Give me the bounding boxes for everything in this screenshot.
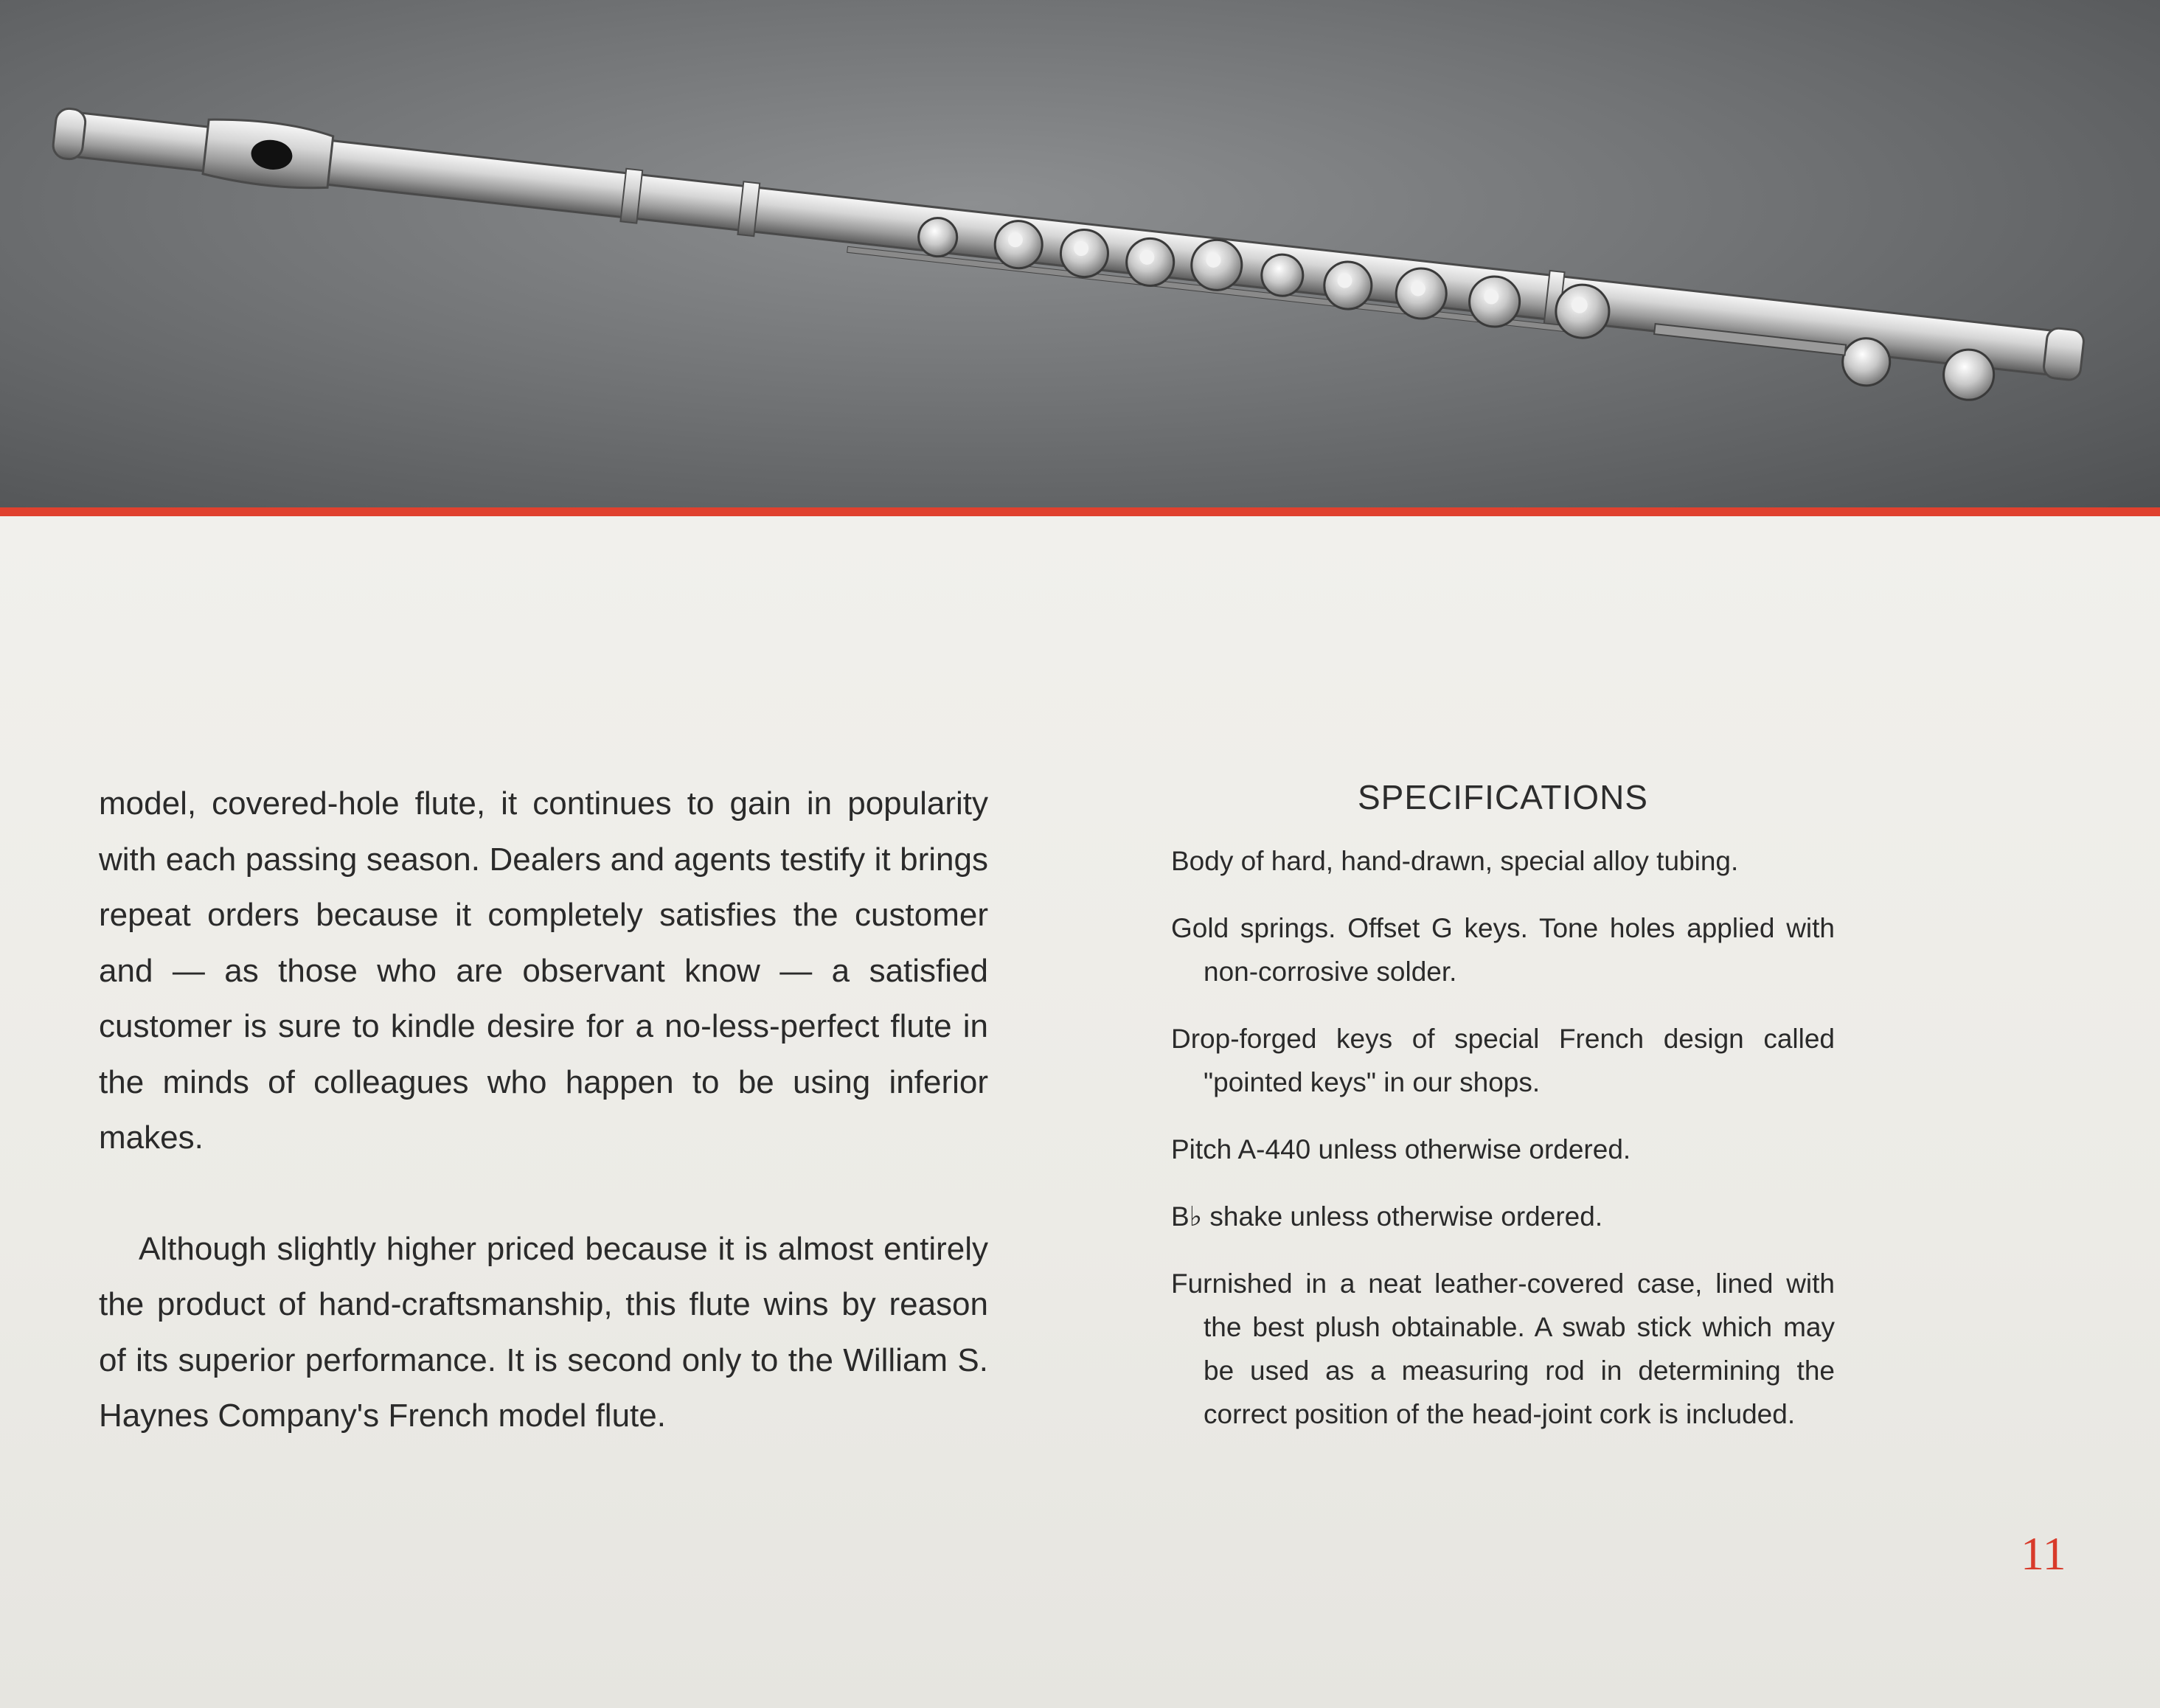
spec-item: B♭ shake unless otherwise ordered. (1171, 1201, 1603, 1232)
body-paragraph-2: Although slightly higher priced because it is almost entirely the product of hand-craftsmanship, this flute wins by reason of its superior performance. It is second only to the William S. Haynes Company's French model flute. (99, 1230, 988, 1434)
specifications-title: SPECIFICATIONS (1358, 778, 1648, 816)
spec-item: Gold springs. Offset G keys. Tone holes applied with non-corrosive solder. (1171, 913, 1835, 987)
flute-photo (0, 0, 2160, 509)
body-text-column (99, 776, 988, 1444)
spec-item: Pitch A-440 unless otherwise ordered. (1171, 1134, 1631, 1164)
flute-body (49, 99, 2086, 412)
flute-illustration (0, 0, 2160, 509)
specifications-list (1171, 839, 1835, 1436)
body-paragraph-1: model, covered-hole flute, it continues to gain in popularity with each passing season. Dealers and agents testify it brings repeat orders because it completely satisfies the customer and — as those who are observant know — a satisfied customer is sure to kindle desire for a no-less-perfect flute in the minds of colleagues who happen to be using inferior makes. (99, 785, 988, 1156)
specifications-column (1171, 777, 1835, 1459)
page-number: 11 (2021, 1527, 2066, 1580)
spec-item: Body of hard, hand-drawn, special alloy tubing. (1171, 846, 1739, 876)
spec-item: Furnished in a neat leather-covered case, lined with the best plush obtainable. A swab stick which may be used as a measuring rod in determining the correct position of the head-joint cork is included. (1171, 1268, 1835, 1429)
spec-item: Drop-forged keys of special French design called "pointed keys" in our shops. (1171, 1024, 1835, 1097)
red-divider-rule (0, 507, 2160, 516)
